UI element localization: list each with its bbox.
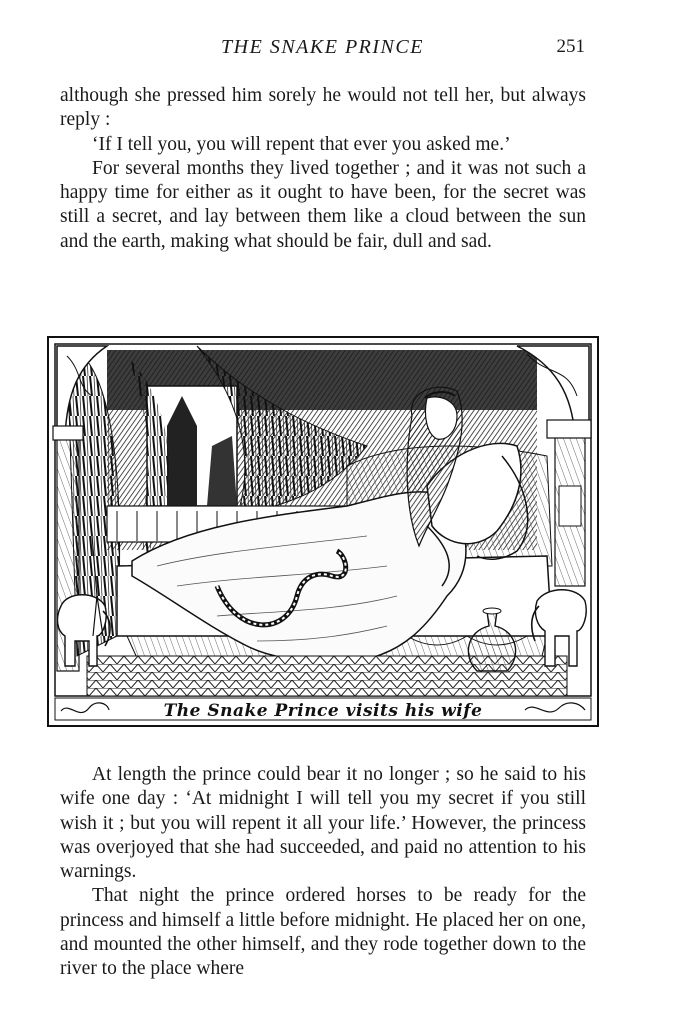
engraving-illustration <box>47 336 599 727</box>
paragraph: For several months they lived together ; and it was not such a happy time for either as it ought to have been, for the secret was still a secret, and lay between them like a cloud between the sun and the earth, making what should be fair, dull and sad. <box>60 157 586 252</box>
paragraph: That night the prince ordered horses to be ready for the princess and himself a little before midnight. He placed her on one, and mounted the other himself, and they rode together down to the river to the place where <box>60 885 586 980</box>
paragraph: ‘If I tell you, you will repent that ever you asked me.’ <box>92 133 511 155</box>
page-number: 251 <box>556 36 585 57</box>
text-block-bottom <box>60 763 586 982</box>
illustration-caption: The Snake Prince visits his wife <box>163 701 483 721</box>
running-title: THE SNAKE PRINCE <box>221 36 424 58</box>
text-block-top <box>60 84 586 254</box>
paragraph: although she pressed him sorely he would not tell her, but always reply : <box>60 85 586 131</box>
paragraph: At length the prince could bear it no longer ; so he said to his wife one day : ‘At midnight I will tell you my secret if you still wish it ; but you will repent it all your life.’ However, the princess was overjoyed that she had succeeded, and paid no attention to his warnings. <box>60 764 586 883</box>
illustration-plate <box>47 336 599 727</box>
running-head <box>60 36 585 64</box>
